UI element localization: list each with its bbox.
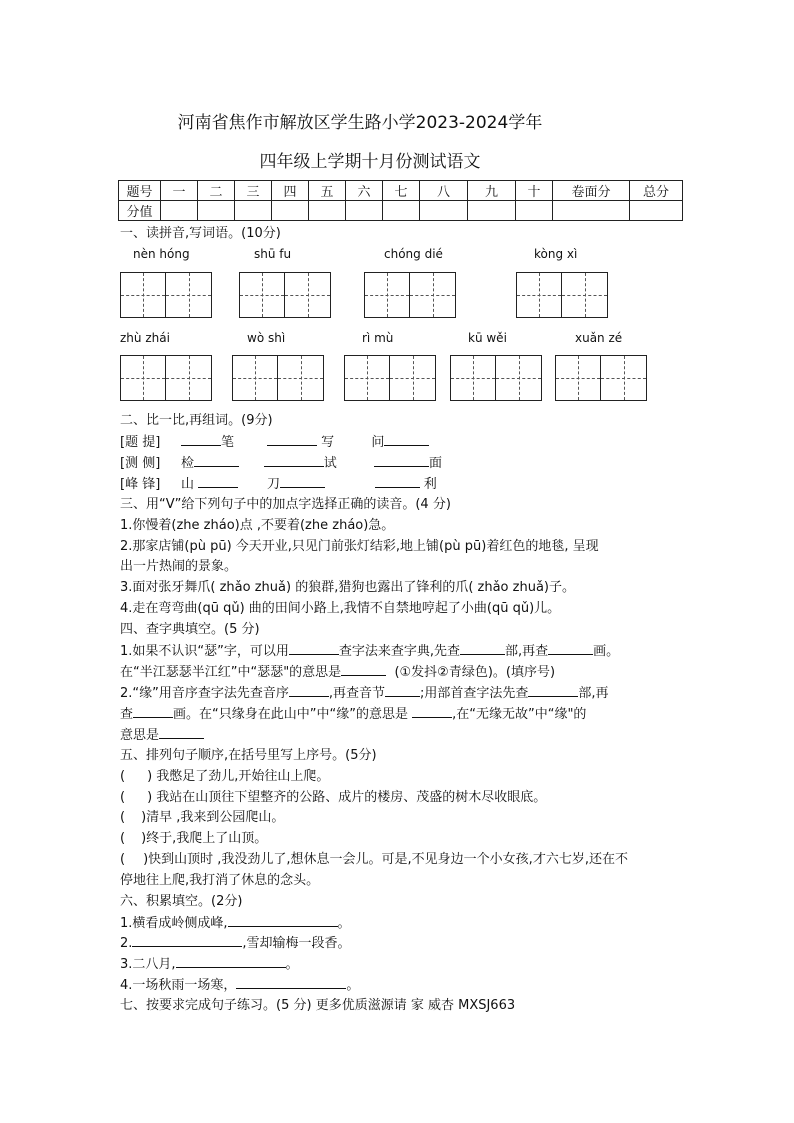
- word-fragment: 问: [371, 435, 385, 450]
- character-grid[interactable]: [450, 355, 542, 401]
- score-header-cell: 九: [468, 181, 516, 201]
- char-pair: [题 提]: [120, 435, 161, 450]
- score-value-cell[interactable]: [630, 201, 683, 221]
- score-header-cell: 三: [235, 181, 272, 201]
- answer-blank[interactable]: [412, 704, 452, 718]
- word-fragment: 写: [321, 435, 335, 450]
- pinyin-label: kòng xì: [534, 247, 578, 261]
- answer-blank[interactable]: [341, 662, 386, 676]
- score-header-cell: 一: [161, 181, 198, 201]
- exam-title-line1: 河南省焦作市解放区学生路小学2023-2024学年: [177, 113, 543, 133]
- order-item-text: 快到山顶时 ,我没劲儿了,想休息一会儿。可是,不见身边一个小女孩,才六七岁,还在不: [148, 852, 628, 867]
- score-value-cell[interactable]: [468, 201, 516, 221]
- answer-blank[interactable]: [289, 641, 339, 655]
- compare-row: [120, 474, 437, 494]
- pinyin-label: shū fu: [254, 247, 292, 261]
- fill-line: [120, 913, 351, 933]
- section7-heading: [120, 996, 515, 1015]
- order-item: ( ) 我憋足了劲儿,开始往山上爬。: [120, 769, 330, 784]
- score-value-cell[interactable]: [383, 201, 420, 221]
- answer-blank[interactable]: [133, 704, 173, 718]
- fill-line: [120, 954, 299, 974]
- question-text: 4.走在弯弯曲(qū qǔ) 曲的田间小路上,我情不自禁地哼起了小曲(qū qǔ)儿。: [120, 601, 561, 616]
- order-item-text: 清早 ,我来到公园爬山。: [146, 810, 285, 825]
- order-item: ( )快到山顶时 ,我没劲儿了,想休息一会儿。可是,不见身边一个小女孩,才六七岁,还在不: [120, 852, 628, 867]
- question-text: [120, 683, 609, 703]
- compare-row: [120, 453, 442, 473]
- score-header-cell: 七: [383, 181, 420, 201]
- character-grid[interactable]: [120, 355, 212, 401]
- text-fragment: 查: [120, 707, 134, 722]
- score-value-cell[interactable]: [553, 201, 630, 221]
- score-header-cell: 总分: [630, 181, 683, 201]
- text-fragment: 1.横看成岭侧成峰,: [120, 916, 228, 931]
- text-fragment: ,再查音节: [328, 686, 386, 701]
- score-value-cell[interactable]: [235, 201, 272, 221]
- text-fragment: 1.如果不认识“瑟”字，可以用: [120, 644, 289, 659]
- score-table-header-row: [119, 181, 683, 201]
- score-header-cell: 卷面分: [553, 181, 630, 201]
- answer-blank[interactable]: [181, 432, 221, 446]
- question-text: 出一片热闹的景象。: [120, 559, 238, 574]
- answer-blank[interactable]: [228, 913, 338, 927]
- order-item: ( )清早 ,我来到公园爬山。: [120, 810, 285, 825]
- pinyin-label: wò shì: [247, 331, 286, 345]
- section1-heading: 一、读拼音,写词语。(10分): [120, 226, 281, 241]
- text-fragment: ;用部首查字法先查: [420, 686, 529, 701]
- answer-blank[interactable]: [384, 432, 429, 446]
- fill-line: [120, 933, 351, 953]
- word-fragment: 刀: [267, 477, 281, 492]
- word-fragment: 检: [180, 456, 194, 471]
- order-item-text: 我站在山顶往下望整齐的公路、成片的楼房、茂盛的树木尽收眼底。: [156, 790, 547, 805]
- question-text: [120, 704, 586, 724]
- character-grid[interactable]: [239, 272, 331, 318]
- pinyin-label: nèn hóng: [133, 247, 190, 261]
- text-fragment: 画。: [593, 644, 620, 659]
- character-grid[interactable]: [364, 272, 456, 318]
- text-fragment: 4.一场秋雨一场寒，: [120, 978, 237, 993]
- answer-blank[interactable]: [375, 474, 420, 488]
- text-fragment: 2.: [120, 936, 133, 951]
- answer-blank[interactable]: [176, 954, 286, 968]
- word-fragment: 笔: [220, 435, 234, 450]
- text-fragment: 在“半江瑟瑟半江红”中“瑟瑟"的意思是: [120, 665, 342, 680]
- text-fragment: ,在“无缘无故”中“缘"的: [452, 707, 587, 722]
- compare-row: [120, 432, 429, 452]
- score-row-label: 分值: [119, 201, 161, 221]
- text-fragment: 。: [337, 916, 351, 931]
- character-grid[interactable]: [344, 355, 436, 401]
- pinyin-label: chóng dié: [384, 247, 443, 261]
- order-item-continued: 停地往上爬,我打消了休息的念头。: [120, 873, 320, 888]
- section7-title: 七、按要求完成句子练习。(5 分): [120, 998, 312, 1013]
- score-value-cell[interactable]: [272, 201, 309, 221]
- exam-title-line2: 四年级上学期十月份测试语文: [259, 152, 481, 172]
- score-header-cell: 题号: [119, 181, 161, 201]
- text-fragment: ,雪却输梅一段香。: [242, 936, 351, 951]
- order-item-text: 终于,我爬上了山顶。: [146, 831, 268, 846]
- question-text: 1.你慢着(zhe zháo)点 ,不要着(zhe zháo)急。: [120, 518, 395, 533]
- text-fragment: 2.“缘”用音序查字法先查音序: [120, 686, 289, 701]
- answer-blank[interactable]: [194, 453, 239, 467]
- pinyin-label: xuǎn zé: [575, 331, 623, 345]
- character-grid[interactable]: [516, 272, 608, 318]
- answer-blank[interactable]: [280, 474, 325, 488]
- score-header-cell: 八: [420, 181, 468, 201]
- text-fragment: 3.二八月,: [120, 957, 176, 972]
- question-text: 2.那家店铺(pù pū) 今天开业,只见门前张灯结彩,地上铺(pù pū)着红色的地毯, 呈现: [120, 539, 599, 554]
- score-header-cell: 二: [198, 181, 235, 201]
- section3-heading: 三、用“V”给下列句子中的加点字选择正确的读音。(4 分): [120, 497, 451, 512]
- score-header-cell: 六: [346, 181, 383, 201]
- answer-blank[interactable]: [460, 641, 505, 655]
- text-fragment: 部,再: [578, 686, 609, 701]
- order-item: ( ) 我站在山顶往下望整齐的公路、成片的楼房、茂盛的树木尽收眼底。: [120, 790, 547, 805]
- text-fragment: 查字法来查字典,先查: [338, 644, 461, 659]
- answer-blank[interactable]: [159, 725, 204, 739]
- answer-blank[interactable]: [374, 453, 429, 467]
- char-pair: [峰 锋]: [120, 477, 161, 492]
- question-text: [120, 662, 555, 682]
- answer-blank[interactable]: [289, 683, 329, 697]
- answer-blank[interactable]: [132, 933, 242, 947]
- pinyin-label: rì mù: [362, 331, 394, 345]
- answer-blank[interactable]: [198, 474, 238, 488]
- char-pair: [测 侧]: [120, 456, 161, 471]
- section4-heading: 四、查字典填空。(5 分): [120, 622, 260, 637]
- text-fragment: 画。在“只缘身在此山中”中“缘”的意思是: [173, 707, 408, 722]
- pinyin-label: zhù zhái: [120, 331, 170, 345]
- order-item-text: 我憋足了劲儿,开始往山上爬。: [156, 769, 330, 784]
- score-header-cell: 五: [309, 181, 346, 201]
- section5-heading: 五、排列句子顺序,在括号里写上序号。(5分): [120, 748, 377, 763]
- pinyin-label: kū wěi: [468, 331, 507, 345]
- text-fragment: (①发抖②青绿色)。(填序号): [394, 665, 556, 680]
- order-item: ( )终于,我爬上了山顶。: [120, 831, 268, 846]
- score-value-cell[interactable]: [420, 201, 468, 221]
- character-grid[interactable]: [232, 355, 324, 401]
- question-text: 3.面对张牙舞爪( zhǎo zhuǎ) 的狼群,猎狗也露出了锋利的爪( zhǎo zhuǎ)子。: [120, 580, 575, 595]
- section6-heading: 六、积累填空。(2分): [120, 894, 243, 909]
- score-value-cell[interactable]: [198, 201, 235, 221]
- word-fragment: 面: [428, 456, 442, 471]
- score-value-cell[interactable]: [516, 201, 553, 221]
- answer-blank[interactable]: [267, 432, 317, 446]
- footer-watermark-text: 更多优质滋源请 家 威杏 MXSJ663: [315, 998, 516, 1013]
- character-grid[interactable]: [555, 355, 647, 401]
- section2-heading: 二、比一比,再组词。(9分): [120, 413, 273, 428]
- score-table: [118, 180, 683, 221]
- question-text: [120, 641, 619, 661]
- word-fragment: 利: [423, 477, 437, 492]
- score-value-cell[interactable]: [309, 201, 346, 221]
- word-fragment: 山: [180, 477, 194, 492]
- score-value-cell[interactable]: [161, 201, 198, 221]
- answer-blank[interactable]: [264, 453, 324, 467]
- score-value-cell[interactable]: [346, 201, 383, 221]
- answer-blank[interactable]: [548, 641, 593, 655]
- score-header-cell: 四: [272, 181, 309, 201]
- answer-blank[interactable]: [385, 683, 420, 697]
- answer-blank[interactable]: [236, 975, 346, 989]
- text-fragment: 部,再查: [505, 644, 549, 659]
- text-fragment: 。: [346, 978, 360, 993]
- score-table-value-row: [119, 201, 683, 221]
- answer-blank[interactable]: [528, 683, 578, 697]
- score-header-cell: 十: [516, 181, 553, 201]
- text-fragment: 。: [285, 957, 299, 972]
- fill-line: [120, 975, 359, 995]
- question-text: [120, 725, 204, 745]
- text-fragment: 意思是: [120, 728, 160, 743]
- word-fragment: 试: [323, 456, 337, 471]
- character-grid[interactable]: [120, 272, 212, 318]
